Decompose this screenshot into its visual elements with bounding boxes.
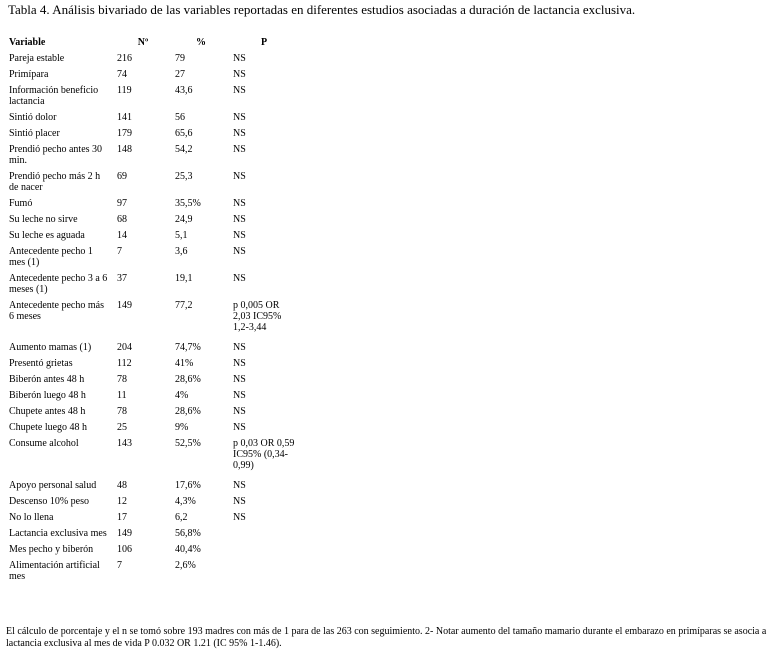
cell-variable: Antecedente pecho 3 a 6 meses (1) xyxy=(9,273,108,295)
cell-variable: Fumó xyxy=(9,198,33,209)
table-row xyxy=(6,298,298,340)
table-row xyxy=(6,110,298,126)
cell-percent: 4,3% xyxy=(175,496,196,507)
cell-percent: 43,6 xyxy=(175,85,193,96)
table-row xyxy=(6,340,298,356)
cell-p: NS xyxy=(233,246,246,257)
cell-variable: Consume alcohol xyxy=(9,438,79,449)
cell-variable: Prendió pecho antes 30 min. xyxy=(9,144,103,166)
table-row xyxy=(6,478,298,494)
cell-percent: 28,6% xyxy=(175,406,201,417)
cell-variable: Antecedente pecho 1 mes (1) xyxy=(9,246,93,268)
cell-variable: Chupete luego 48 h xyxy=(9,422,88,433)
table-row xyxy=(6,510,298,526)
cell-n: 106 xyxy=(117,544,132,555)
table-caption: Tabla 4. Análisis bivariado de las variables reportadas en diferentes estudios asociadas a duración de lactancia exclusiva. xyxy=(8,2,636,17)
cell-variable: Su leche es aguada xyxy=(9,230,85,241)
cell-variable: Apoyo personal salud xyxy=(9,480,97,491)
cell-variable: Biberón antes 48 h xyxy=(9,374,85,385)
table-row xyxy=(6,169,298,196)
cell-percent: 65,6 xyxy=(175,128,193,139)
cell-n: 148 xyxy=(117,144,132,155)
cell-variable: Chupete antes 48 h xyxy=(9,406,86,417)
cell-variable: Presentó grietas xyxy=(9,358,73,369)
cell-p: NS xyxy=(233,128,246,139)
cell-n: 17 xyxy=(117,512,127,523)
cell-percent: 6,2 xyxy=(175,512,188,523)
cell-percent: 2,6% xyxy=(175,560,196,571)
cell-percent: 54,2 xyxy=(175,144,193,155)
table-row xyxy=(6,436,298,478)
cell-percent: 9% xyxy=(175,422,189,433)
table-row xyxy=(6,126,298,142)
cell-percent: 74,7% xyxy=(175,342,201,353)
cell-n: 179 xyxy=(117,128,132,139)
table-row xyxy=(6,558,298,585)
table-body xyxy=(6,51,298,585)
cell-n: 204 xyxy=(117,342,132,353)
cell-p: NS xyxy=(233,406,246,417)
table-row xyxy=(6,51,298,67)
cell-p xyxy=(230,526,298,542)
cell-n: 37 xyxy=(117,273,127,284)
cell-n: 48 xyxy=(117,480,127,491)
cell-p: NS xyxy=(233,144,246,155)
cell-variable: Mes pecho y biberón xyxy=(9,544,94,555)
cell-percent: 41% xyxy=(175,358,194,369)
cell-p: NS xyxy=(233,53,246,64)
table-row xyxy=(6,83,298,110)
cell-n: 14 xyxy=(117,230,127,241)
cell-p: NS xyxy=(233,422,246,433)
cell-percent: 28,6% xyxy=(175,374,201,385)
cell-n: 7 xyxy=(117,560,122,571)
cell-n: 143 xyxy=(117,438,132,449)
table-row xyxy=(6,372,298,388)
cell-n: 149 xyxy=(117,300,132,311)
cell-percent: 77,2 xyxy=(175,300,193,311)
table-footnote: El cálculo de porcentaje y el n se tomó sobre 193 madres con más de 1 para de las 263 con seguimiento. 2- Notar aumento del tamaño mamario durante el embarazo en primíparas se asocia a lactancia exclusiva al mes de vida P 0.032 OR 1.21 (IC 95% 1-1.46). xyxy=(6,626,767,649)
cell-n: 97 xyxy=(117,198,127,209)
table-row xyxy=(6,244,298,271)
cell-p: p 0,03 OR 0,59 IC95% (0,34-0,99) xyxy=(233,438,295,471)
cell-p: NS xyxy=(233,390,246,401)
cell-n: 74 xyxy=(117,69,127,80)
cell-n: 112 xyxy=(117,358,132,369)
cell-variable: Alimentación artificial mes xyxy=(9,560,100,582)
cell-p: NS xyxy=(233,171,246,182)
cell-percent: 4% xyxy=(175,390,189,401)
table-row xyxy=(6,356,298,372)
cell-p: NS xyxy=(233,230,246,241)
cell-p: NS xyxy=(233,273,246,284)
cell-p xyxy=(230,542,298,558)
cell-variable: Descenso 10% peso xyxy=(9,496,89,507)
table-row xyxy=(6,228,298,244)
cell-percent: 56 xyxy=(175,112,185,123)
cell-p: NS xyxy=(233,69,246,80)
table-row xyxy=(6,420,298,436)
cell-variable: No lo llena xyxy=(9,512,54,523)
cell-p: NS xyxy=(233,496,246,507)
header-p: P xyxy=(260,37,268,48)
table-row xyxy=(6,404,298,420)
header-n: Nº xyxy=(137,37,149,48)
cell-variable: Sintió dolor xyxy=(9,112,57,123)
table-row xyxy=(6,142,298,169)
cell-p: NS xyxy=(233,358,246,369)
cell-percent: 3,6 xyxy=(175,246,188,257)
table-row xyxy=(6,271,298,298)
bivariate-analysis-table xyxy=(6,37,298,585)
cell-p: p 0,005 OR 2,03 IC95% 1,2-3,44 xyxy=(233,300,282,333)
cell-percent: 35,5% xyxy=(175,198,201,209)
cell-variable: Aumento mamas (1) xyxy=(9,342,92,353)
table-header-row xyxy=(6,37,298,51)
cell-percent: 79 xyxy=(175,53,185,64)
cell-variable: Antecedente pecho más 6 meses xyxy=(9,300,104,322)
cell-percent: 25,3 xyxy=(175,171,193,182)
cell-variable: Su leche no sirve xyxy=(9,214,78,225)
cell-n: 11 xyxy=(117,390,127,401)
cell-p: NS xyxy=(233,480,246,491)
cell-n: 78 xyxy=(117,374,127,385)
cell-n: 7 xyxy=(117,246,122,257)
table-row xyxy=(6,526,298,542)
cell-variable: Biberón luego 48 h xyxy=(9,390,86,401)
cell-variable: Pareja estable xyxy=(9,53,65,64)
table-row xyxy=(6,196,298,212)
cell-p: NS xyxy=(233,374,246,385)
cell-variable: Primípara xyxy=(9,69,49,80)
cell-p: NS xyxy=(233,512,246,523)
cell-n: 141 xyxy=(117,112,132,123)
table-row xyxy=(6,67,298,83)
cell-n: 68 xyxy=(117,214,127,225)
header-percent: % xyxy=(196,37,206,48)
cell-n: 69 xyxy=(117,171,127,182)
cell-percent: 40,4% xyxy=(175,544,201,555)
cell-variable: Sintió placer xyxy=(9,128,60,139)
table-row xyxy=(6,212,298,228)
cell-percent: 52,5% xyxy=(175,438,201,449)
table-row xyxy=(6,542,298,558)
cell-n: 12 xyxy=(117,496,127,507)
cell-n: 216 xyxy=(117,53,132,64)
table-row xyxy=(6,494,298,510)
header-variable: Variable xyxy=(9,37,46,48)
cell-p xyxy=(230,558,298,585)
table-row xyxy=(6,388,298,404)
cell-variable: Prendió pecho más 2 h de nacer xyxy=(9,171,101,193)
cell-percent: 17,6% xyxy=(175,480,201,491)
cell-p: NS xyxy=(233,85,246,96)
cell-n: 149 xyxy=(117,528,132,539)
cell-p: NS xyxy=(233,342,246,353)
cell-p: NS xyxy=(233,214,246,225)
cell-variable: Información beneficio lactancia xyxy=(9,85,99,107)
cell-n: 78 xyxy=(117,406,127,417)
cell-variable: Lactancia exclusiva mes xyxy=(9,528,107,539)
cell-n: 25 xyxy=(117,422,127,433)
cell-n: 119 xyxy=(117,85,132,96)
cell-percent: 24,9 xyxy=(175,214,193,225)
cell-percent: 5,1 xyxy=(175,230,188,241)
cell-p: NS xyxy=(233,112,246,123)
cell-percent: 19,1 xyxy=(175,273,193,284)
cell-percent: 27 xyxy=(175,69,185,80)
cell-percent: 56,8% xyxy=(175,528,201,539)
cell-p: NS xyxy=(233,198,246,209)
